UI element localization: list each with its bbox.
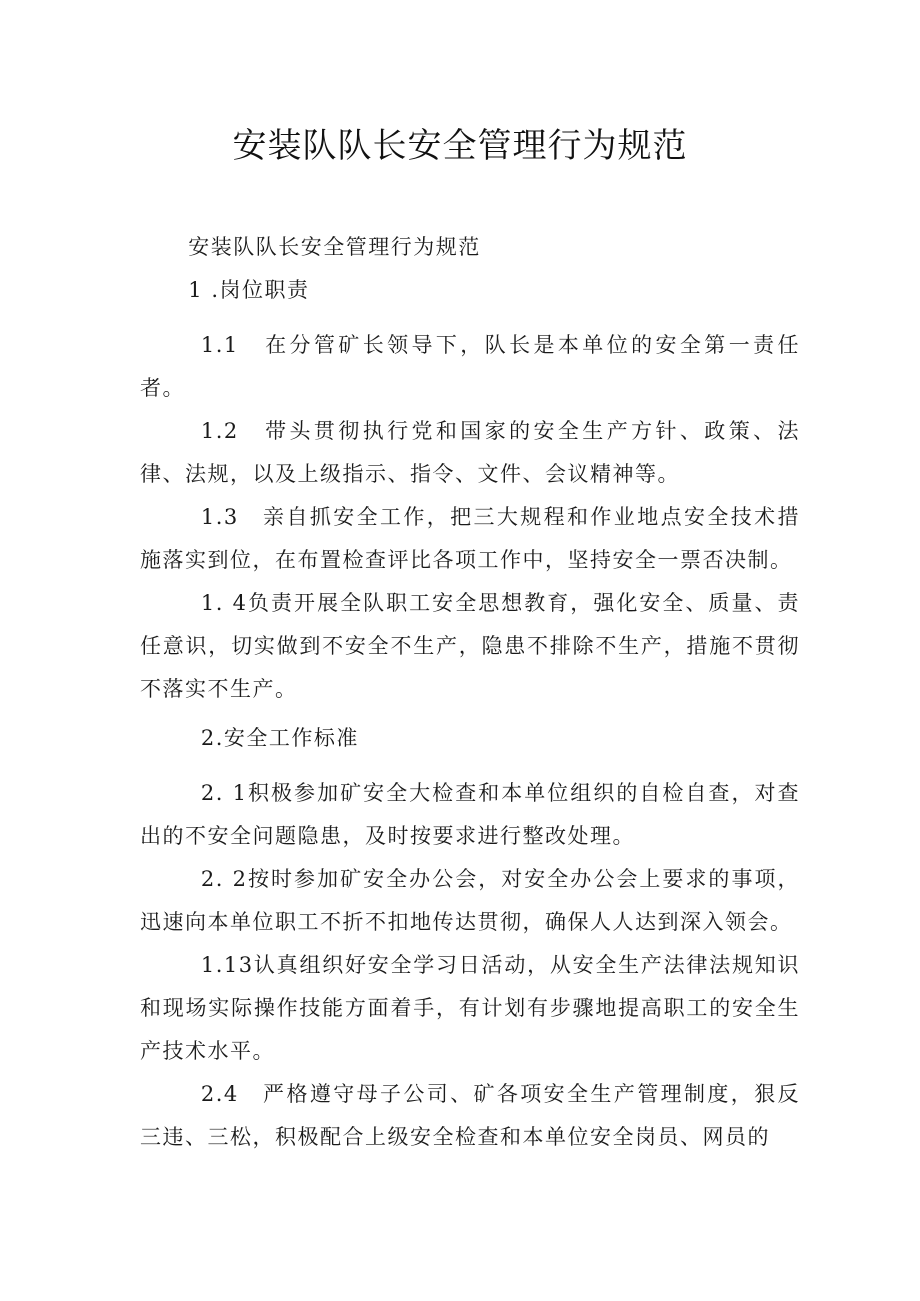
clause-1-4: 1. 4负责开展全队职工安全思想教育，强化安全、质量、责任意识，切实做到不安全不生产，隐患不排除不生产，措施不贯彻不落实不生产。 — [140, 591, 800, 701]
document-body — [140, 226, 800, 1159]
section-heading-1: 1 .岗位职责 — [188, 278, 310, 302]
clause-2-4: 2.4 严格遵守母子公司、矿各项安全生产管理制度，狠反三违、三松，积极配合上级安全检查和本单位安全岗员、网员的 — [140, 1082, 800, 1149]
section-heading-2: 2.安全工作标准 — [200, 726, 359, 750]
clause-1-13: 1.13认真组织好安全学习日活动，从安全生产法律法规知识和现场实际操作技能方面着手，有计划有步骤地提高职工的安全生产技术水平。 — [140, 953, 800, 1063]
clause-1-3: 1.3 亲自抓安全工作，把三大规程和作业地点安全技术措施落实到位，在布置检查评比各项工作中，坚持安全一票否决制。 — [140, 505, 800, 572]
clause-2-2: 2. 2按时参加矿安全办公会，对安全办公会上要求的事项，迅速向本单位职工不折不扣地传达贯彻，确保人人达到深入领会。 — [140, 867, 800, 934]
subtitle-paragraph: 安装队队长安全管理行为规范 — [188, 235, 481, 259]
clause-2-1: 2. 1积极参加矿安全大检查和本单位组织的自检自查，对查出的不安全问题隐患，及时按要求进行整改处理。 — [140, 781, 800, 848]
document-title: 安装队队长安全管理行为规范 — [232, 126, 688, 166]
clause-1-1: 1.1 在分管矿长领导下，队长是本单位的安全第一责任者。 — [140, 333, 800, 400]
clause-1-2: 1.2 带头贯彻执行党和国家的安全生产方针、政策、法律、法规，以及上级指示、指令、文件、会议精神等。 — [140, 419, 800, 486]
